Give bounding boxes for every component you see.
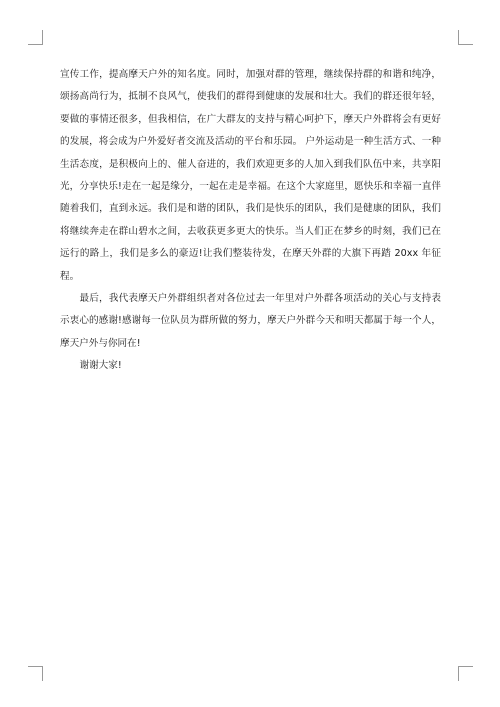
paragraph-signoff: 谢谢大家! <box>79 360 122 372</box>
paragraph-closing-vision: 宣传工作，提高摩天户外的知名度。同时，加强对群的管理，继续保持群的和谐和纯净，颂扬高尚行为，抵制不良风气，使我们的群得到健康的发展和壮大。我们的群还很年轻，要做的事情还很多，但我相信，在广大群友的支持与精心呵护下，摩天户外群将会有更好的发展，将会成为户外爱好者交流及活动的平台和乐园。 户外运动是一种生活方式、一种生活态度，是积极向上的、催人奋进的，我们欢迎更多的人加入到我们队伍中来，共享阳光，分享快乐!走在一起是缘分，一起在走是幸福。在这个大家庭里，愿快乐和幸福一直伴随着我们，直到永远。我们是和谐的团队，我们是快乐的团队，我们是健康的团队，我们将继续奔走在群山碧水之间，去收获更多更大的快乐。当人们正在梦乡的时刻，我们已在远行的路上，我们是多么的豪迈!让我们整装待发，在摩天外群的大旗下再踏 20xx 年征程。 <box>60 69 441 282</box>
top-right-crop-mark <box>458 30 473 45</box>
document-body <box>60 64 441 378</box>
bottom-right-crop-mark <box>458 666 473 681</box>
paragraph-thanks: 最后，我代表摩天户外群组织者对各位过去一年里对户外群各项活动的关心与支持表示衷心的感谢!感谢每一位队员为群所做的努力，摩天户外群今天和明天都属于每一个人，摩天户外与你同在! <box>60 293 441 349</box>
bottom-left-crop-mark <box>28 666 43 681</box>
top-left-crop-mark <box>28 30 43 45</box>
